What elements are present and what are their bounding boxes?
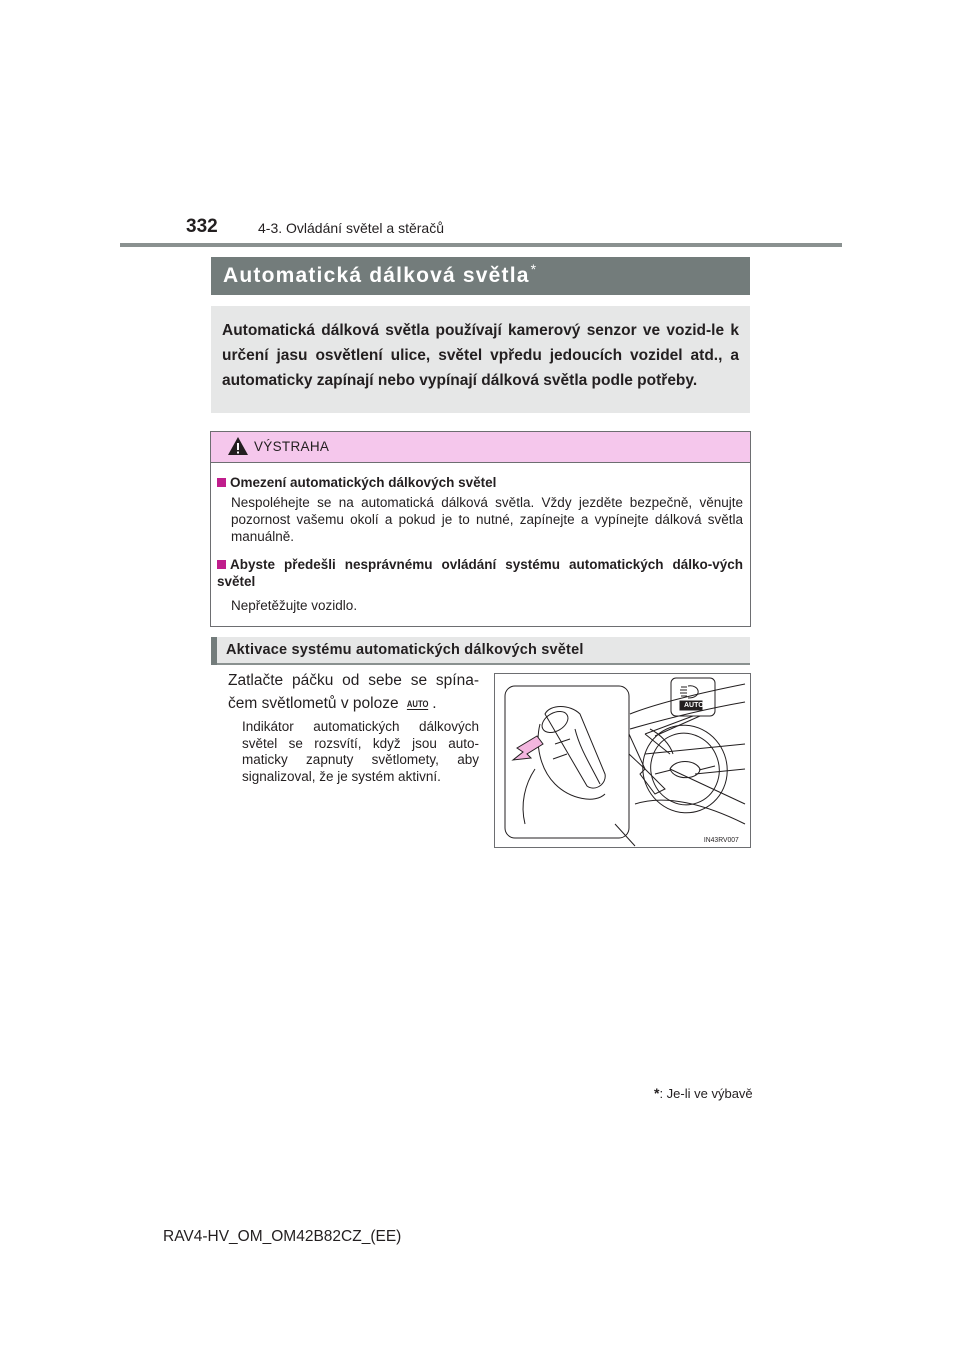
page-title-text: Automatická dálková světla (223, 264, 530, 287)
warning-item-heading: Omezení automatických dálkových světel (230, 475, 497, 490)
warning-item-body: Nepřetěžujte vozidlo. (231, 598, 358, 613)
lever-and-dashboard-drawing (495, 674, 750, 847)
bullet-square-icon (217, 560, 226, 569)
indicator-label: AUTO (684, 702, 704, 709)
step-text-after: . (432, 695, 437, 712)
page-number: 332 (186, 216, 218, 237)
intro-text: Automatická dálková světla používají kamerový senzor ve vozid-le k určení jasu osvětlení ulice, světel vpředu jedoucích vozidel atd., a automaticky zapínají nebo vypínají dálková světla podle potřeby. (222, 322, 739, 389)
warning-title: VÝSTRAHA (254, 439, 330, 454)
intro-box (211, 306, 750, 413)
illustration (494, 673, 751, 848)
subsection-title: Aktivace systému automatických dálkových světel (226, 642, 584, 658)
header-rule (120, 243, 842, 247)
optional-marker-icon: * (654, 1085, 660, 1101)
step-text (228, 669, 479, 715)
page-title (223, 261, 538, 288)
step-note: Indikátor automatických dálkových světel se rozsvítí, když jsou auto-maticky zapnuty světlomety, aby signalizoval, že je systém aktivní. (242, 719, 479, 784)
warning-box (210, 431, 751, 627)
title-bar (211, 257, 750, 295)
subsection-accent (211, 637, 217, 665)
warning-item (217, 556, 743, 614)
warning-item (217, 474, 743, 545)
step-text-before: Zatlačte páčku od sebe se spína-čem světlometů v poloze (228, 672, 479, 712)
warning-triangle-icon (227, 436, 249, 456)
subsection-bar (211, 637, 750, 665)
footnote (654, 1085, 753, 1101)
bullet-square-icon (217, 478, 226, 487)
optional-marker-icon: * (530, 261, 538, 277)
auto-position-icon: AUTO (406, 699, 429, 709)
warning-item-heading: Abyste předešli nesprávnému ovládání systému automatických dálko-vých světel (217, 557, 743, 589)
section-label: 4-3. Ovládání světel a stěračů (258, 220, 444, 236)
document-code: RAV4-HV_OM_OM42B82CZ_(EE) (163, 1228, 402, 1245)
warning-header (211, 432, 750, 463)
warning-item-body: Nespoléhejte se na automatická dálková světla. Vždy jezděte bezpečně, věnujte pozornost vašemu okolí a pokud je to nutné, zapínejte a vypínejte dálková světla manuálně. (231, 495, 743, 544)
figure-code: IN43RV007 (703, 835, 739, 844)
footnote-text: : Je-li ve výbavě (659, 1086, 753, 1101)
